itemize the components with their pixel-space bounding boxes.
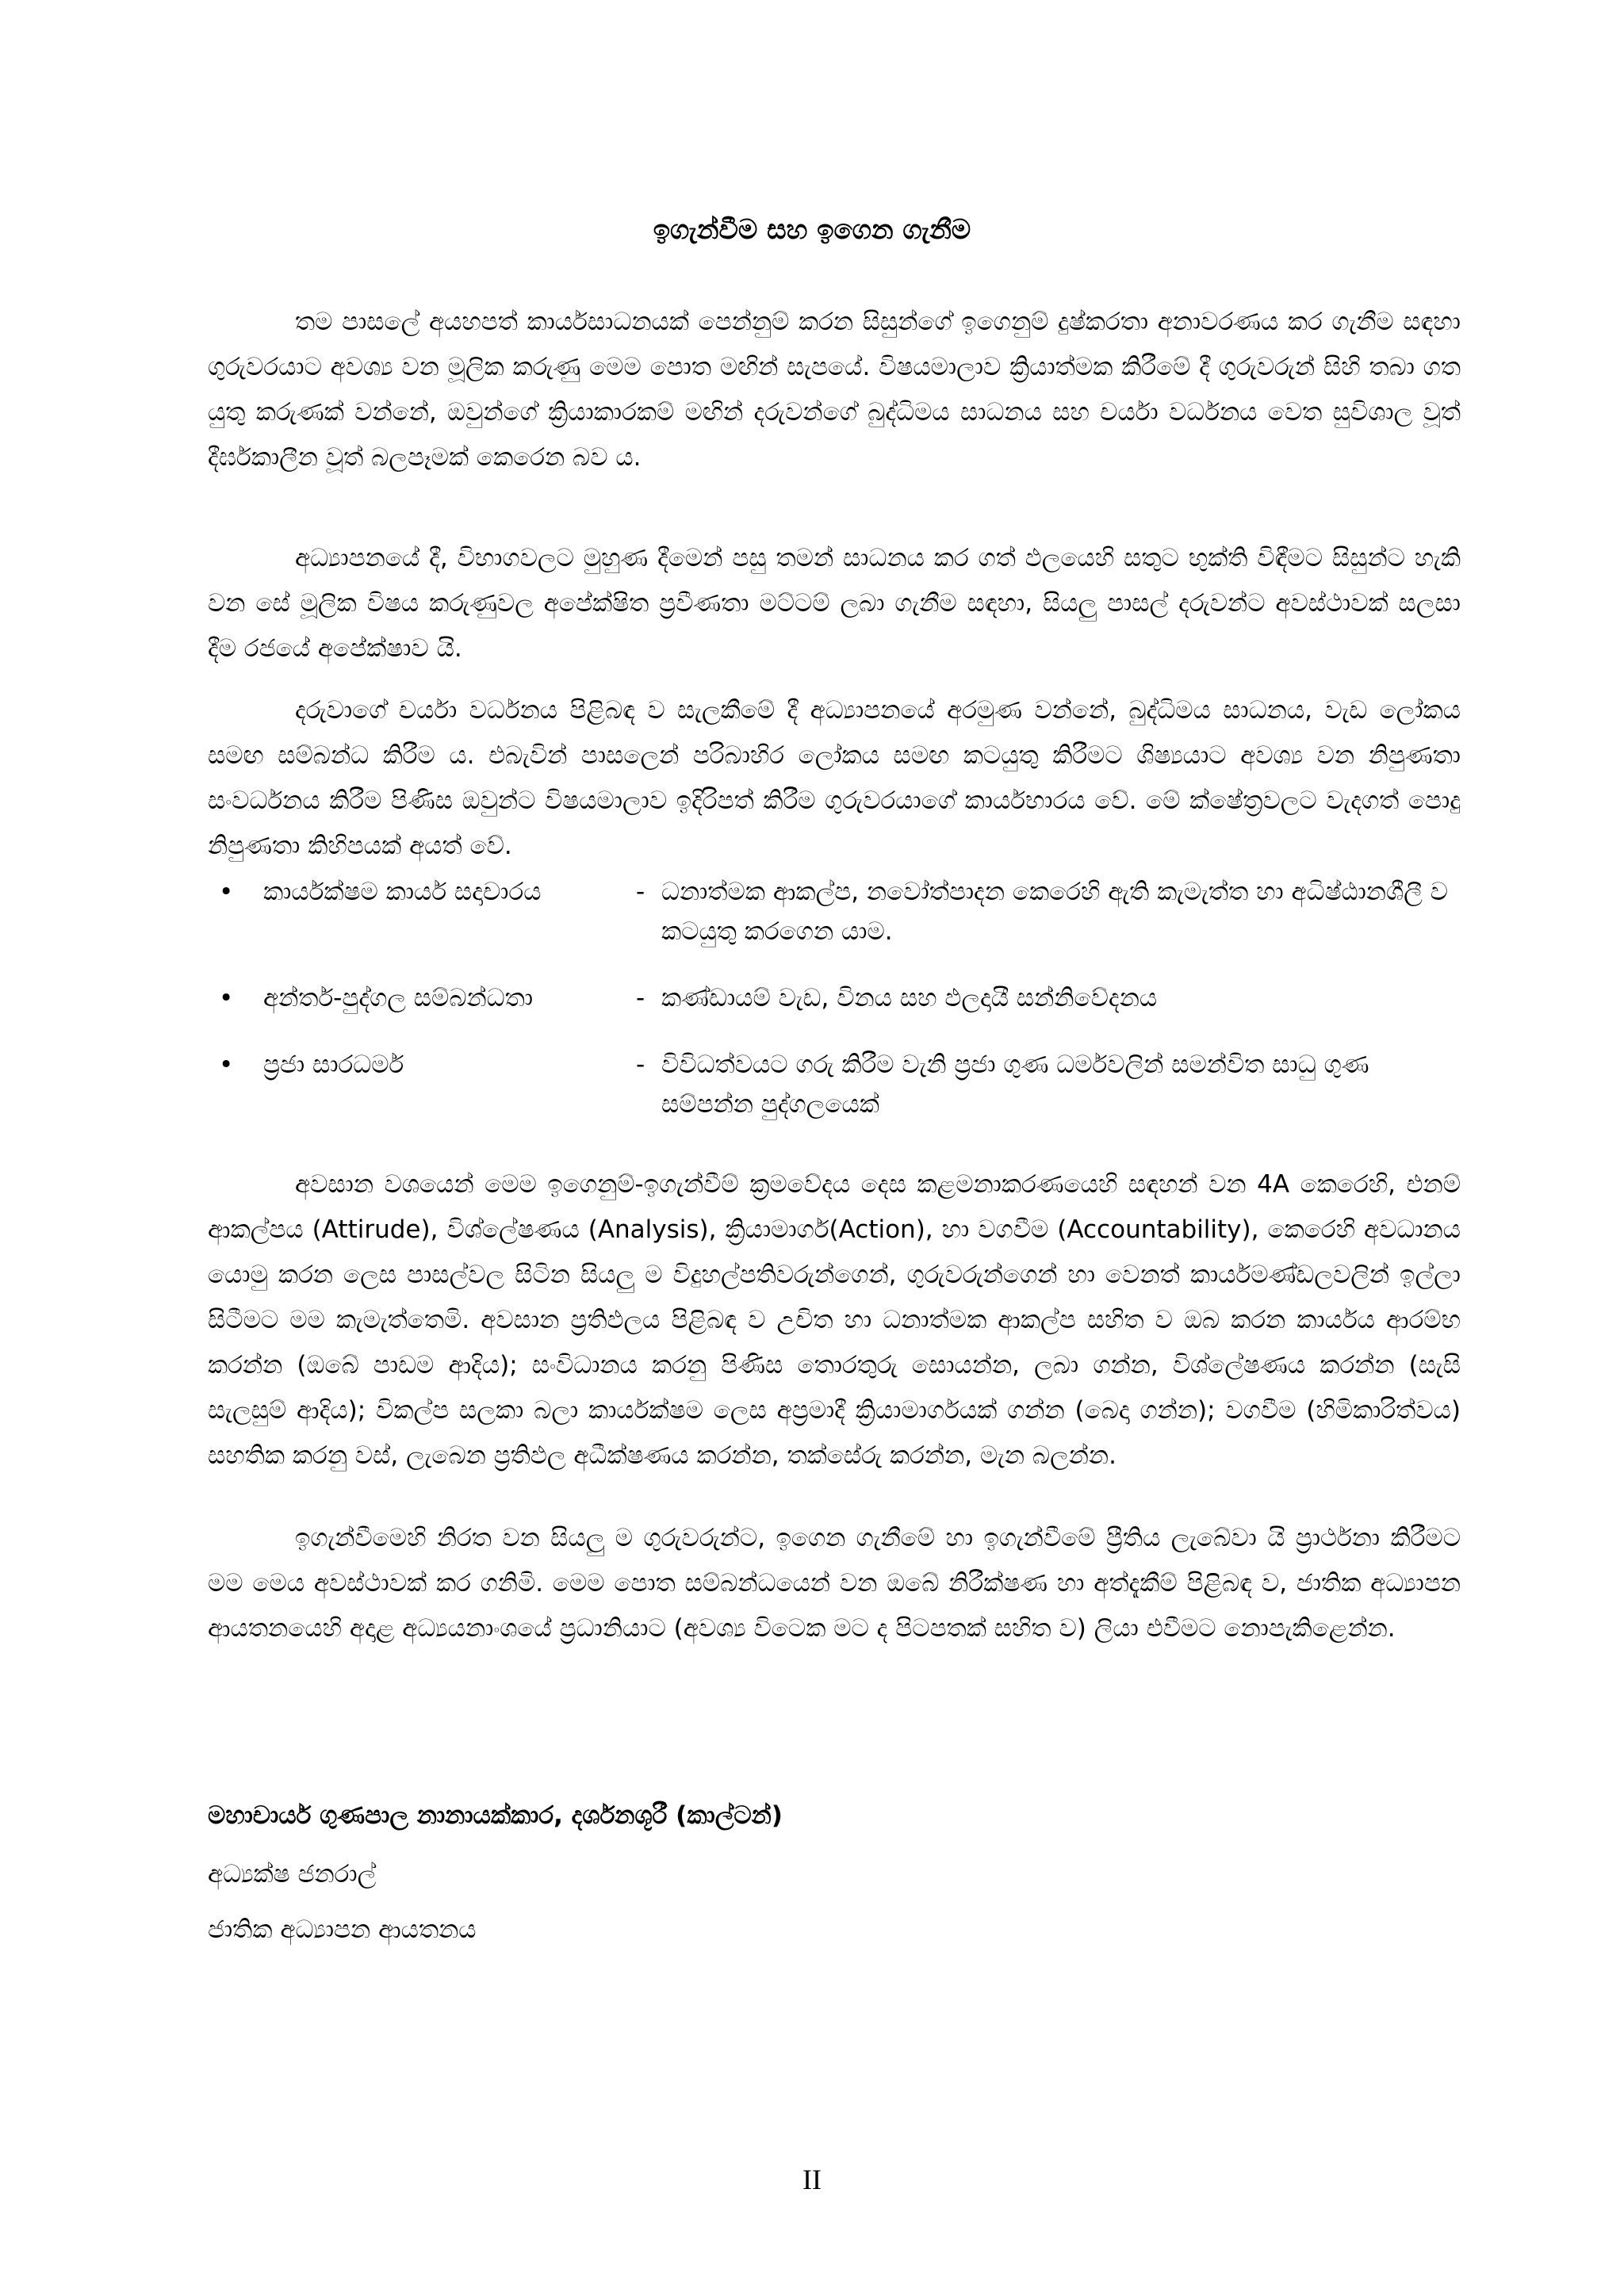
separator-dash: - xyxy=(636,878,645,906)
competency-list xyxy=(208,872,1461,1124)
intro-paragraph: තම පාසලේ අයහපත් කාර්යසාධනයක් පෙන්නුම් කරන සිසුන්ගේ ඉගෙනුම් දුෂ්කරතා අනාවරණය කර ගැනීම සඳහා ගුරුවරයාට අවශ්‍ය වන මූලික කරුණු මෙම පොත මඟින් සැපයේ. විෂයමාලාව ක්‍රියාත්මක කිරීමේ දී ගුරුවරුන් සිහි තබා ගත යුතු කරුණක් වන්නේ, ඔවුන්ගේ ක්‍රියාකාරකම් මඟින් දරුවන්ගේ බුද්ධිමය සාධනය සහ චර්යා වර්ධනය වෙත සුවිශාල වූත් දීර්ඝකාලීන වූත් බලපෑමක් කෙරෙන බව ය. xyxy=(208,308,1461,472)
education-paragraph: අධ්‍යාපනයේ දී, විභාගවලට මුහුණ දීමෙන් පසු තමන් සාධනය කර ගත් ඵලයෙහි සතුට භුක්ති විඳීමට සිසුන්ට හැකි වන සේ මූලික විෂය කරුණුවල අපේක්ෂිත ප්‍රවීණතා මට්ටම් ලබා ගැනීම සඳහා, සියලු පාසල් දරුවන්ට අවස්ථාවක් සලසා දීම රජයේ අපේක්ෂාව යි. xyxy=(208,544,1461,663)
bullet-marker: • xyxy=(219,984,234,1012)
signatory-organization: ජාතික අධ්‍යාපන ආයතනය xyxy=(208,1915,477,1944)
behaviour-development-paragraph: දරුවාගේ චර්යා වර්ධනය පිළිබඳ ව සැලකීමේ දී අධ්‍යාපනයේ අරමුණ වන්නේ, බුද්ධිමය සාධනය, වැඩ ලෝකය සමඟ සම්බන්ධ කිරීම ය. එබැවින් පාසලෙන් පරිබාහිර ලෝකය සමඟ කටයුතු කිරීමට ශිෂ්‍යයාට අවශ්‍ය වන නිපුණතා සංවර්ධනය කිරීම පිණිස ඔවුන්ට විෂයමාලාව ඉදිරිපත් කිරීම ගුරුවරයාගේ කාර්යභාරය වේ. මේ ක්ෂේත්‍රවලට වැදගත් පොදු නිපුණතා කිහිපයක් අයත් වේ. xyxy=(208,696,1461,860)
signatory-name: මහාචාර්ය ගුණපාල නානායක්කාර, දර්ශනශූරී (කාල්ටන්) xyxy=(208,1801,783,1830)
bullet-marker: • xyxy=(219,1050,234,1079)
competency-term: කාර්යක්ෂම කාර්ය සදාචාරය xyxy=(263,878,542,906)
competency-term: අන්තර්-පුද්ගල සම්බන්ධතා xyxy=(263,984,534,1012)
signatory-role: අධ්‍යක්ෂ ජනරාල් xyxy=(208,1860,377,1888)
competency-term: ප්‍රජා සාරධර්ම xyxy=(263,1050,404,1079)
competency-description: විවිධත්වයට ගරු කිරීම වැනි ප්‍රජා ගුණ ධර්මවලින් සමන්විත සාධු ගුණ සම්පන්න පුද්ගලයෙක් xyxy=(661,1050,1369,1119)
list-item xyxy=(208,978,1461,1018)
page-number: II xyxy=(802,2164,822,2195)
page-title: ඉගැන්වීම සහ ඉගෙන ගැනීම xyxy=(653,214,971,246)
closing-paragraph: ඉගැන්වීමෙහි නිරත වන සියලු ම ගුරුවරුන්ට, ඉගෙන ගැනීමේ හා ඉගැන්වීමේ ප්‍රීතිය ලැබේවා යි ප්‍රාර්ථනා කිරීමට මම මෙය අවස්ථාවක් කර ගනිමි. මෙම පොත සම්බන්ධයෙන් වන ඔබේ නිරීක්ෂණ හා අත්දැකීම් පිළිබඳ ව, ජාතික අධ්‍යාපන ආයතනයෙහි අදාළ අධ්‍යයනාංශයේ ප්‍රධානියාට (අවශ්‍ය විටෙක මට ද පිටපතක් සහිත ව) ලියා එවීමට නොපැකිළෙන්න. xyxy=(208,1524,1461,1643)
competency-description: කණ්ඩායම් වැඩ, විනය සහ ඵලදායී සන්නිවේදනය xyxy=(661,984,1158,1012)
list-item xyxy=(208,1045,1461,1124)
separator-dash: - xyxy=(636,984,645,1012)
bullet-marker: • xyxy=(219,878,234,906)
separator-dash: - xyxy=(636,1050,645,1079)
list-item xyxy=(208,872,1461,951)
competency-description: ධනාත්මක ආකල්ප, නවෝත්පාදන කෙරෙහි ඇති කැමැත්ත හා අධිෂ්ඨානශීලී ව කටයුතු කරගෙන යාම. xyxy=(661,878,1448,946)
methodology-paragraph: අවසාන වශයෙන් මෙම ඉගෙනුම්-ඉගැන්වීම් ක්‍රමවේදය දෙස කළමනාකරණයෙහි සඳහන් වන 4A කෙරෙහි, එනම් ආකල්පය (Attirude), විශ්ලේෂණය (Analysis), ක්‍රියාමාර්ග(Action), හා වගවීම (Accountability), කෙරෙහි අවධානය යොමු කරන ලෙස පාසල්වල සිටින සියලු ම විදුහල්පතිවරුන්ගෙන්, ගුරුවරුන්ගෙන් හා වෙනත් කාර්යමණ්ඩලවලින් ඉල්ලා සිටීමට මම කැමැත්තෙමි. අවසාන ප්‍රතිඵලය පිළිබඳ ව උචිත හා ධනාත්මක ආකල්ප සහිත ව ඔබ කරන කාර්යය ආරම්භ කරන්න (ඔබේ පාඩම ආදිය); සංවිධානය කරනු පිණිස තොරතුරු සොයන්න, ලබා ගන්න, විශ්ලේෂණය කරන්න (සැසි සැලසුම් ආදිය); විකල්ප සලකා බලා කාර්යක්ෂම ලෙස අප්‍රමාදී ක්‍රියාමාර්ගයක් ගන්න (බෙදා ගන්න); වගවීම (හිමිකාරිත්වය) සහතික කරනු වස්, ලැබෙන ප්‍රතිඵල අධීක්ෂණය කරන්න, තක්සේරු කරන්න, මැන බලන්න. xyxy=(208,1170,1461,1470)
